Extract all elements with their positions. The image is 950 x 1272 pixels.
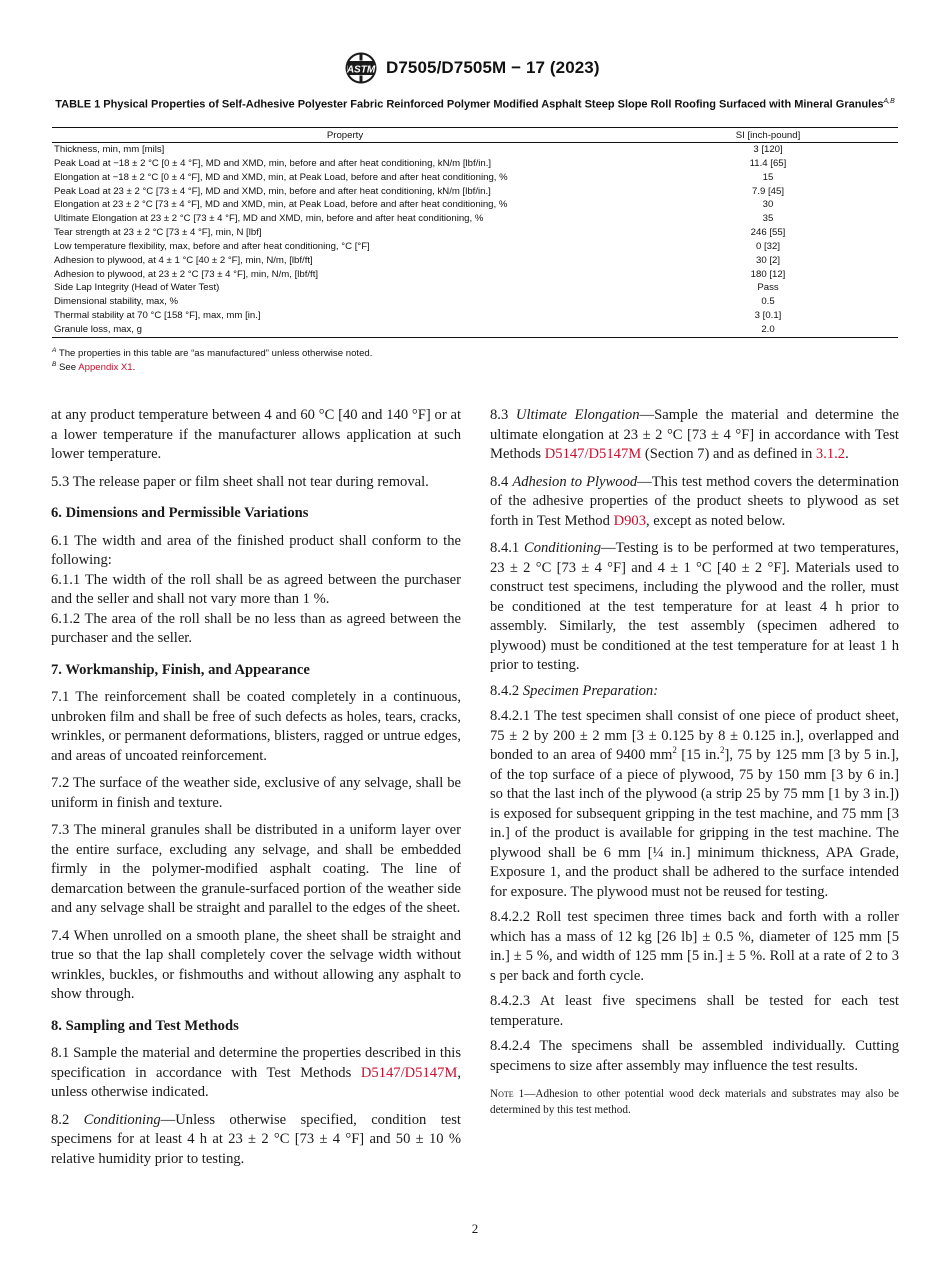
property-cell: Peak Load at −18 ± 2 °C [0 ± 4 °F], MD and XMD, min, before and after heat conditioning, kN/m [lbf/in.]: [54, 157, 492, 169]
standard-designation: D7505/D7505M − 17 (2023): [386, 58, 600, 77]
property-cell: Tear strength at 23 ± 2 °C [73 ± 4 °F], min, N [lbf]: [54, 227, 262, 239]
paragraph-7-3: 7.3 The mineral granules shall be distributed in a uniform layer over the entire surface, excluding any selvage, and shall be embedded firmly in the polymer-modified asphalt coating. The line of demarcation between the granule-surfaced portion of the weather side and any selvage shall be straight and parallel to the edges of the sheet.: [51, 822, 461, 916]
property-cell: Adhesion to plywood, at 23 ± 2 °C [73 ± 4 °F], min, N/m, [lbf/ft]: [54, 268, 319, 280]
paragraph-8-4-2-2: 8.4.2.2 Roll test specimen three times back and forth with a roller which has a mass of 12 kg [26 lb] ± 0.5 %, diameter of 125 mm [5 in.] ± 5 %, and width of 125 mm [5 in.] ± 5 %. Roll at a rate of 2 to 3 s per back and forth cycle.: [490, 909, 899, 984]
table-row: [52, 268, 898, 282]
svg-text:ASTM: ASTM: [346, 64, 376, 76]
value-cell: 7.9 [45]: [751, 185, 784, 197]
paragraph-8-4-number: 8.4: [490, 473, 509, 490]
paragraph-6-1: 6.1 The width and area of the finished product shall conform to the following:: [51, 532, 461, 568]
table-row: [52, 323, 898, 337]
table-row: [52, 309, 898, 323]
table-row: [52, 281, 898, 295]
section-6-heading: 6. Dimensions and Permissible Variations: [51, 505, 309, 521]
table-row: [52, 295, 898, 309]
paragraph-8-4-2-title: Specimen Preparation:: [522, 682, 659, 699]
table-row: [52, 212, 898, 226]
properties-table: [52, 127, 898, 338]
value-cell: 35: [762, 213, 774, 225]
paragraph-8-4-text: —This test method covers the determination of the adhesive properties of the product sheets to plywood as set forth in Test Method: [490, 473, 899, 529]
paragraph-8-4-1-text: —Testing is to be performed at two temperatures, 23 ± 2 °C [73 ± 4 °F] and 4 ± 1 °C [40 ± 2 °F]. Materials used to construct test specimens, including the plywood and the roller, must be conditioned at the test temperature for at least 4 h prior to assembly. Similarly, the test assembly (specimen adhered to plywood) must be conditioned at the test temperature for at least 1 h prior to testing.: [490, 540, 899, 673]
paragraph-8-4-2-1-text-c: ], 75 by 125 mm [3 by 5 in.], of the top surface of a piece of plywood, 75 by 150 mm [3 by 6 in.] so that the last inch of the plywood (a strip 25 by 75 mm [1 by 3 in.]) is exposed for subsequent gripping in the test machine, and 75 mm [3 in.] of the product is available for gripping in the test machine. The plywood shall be 6 mm [¼ in.] minimum thickness, APA Grade, Exposure 1, and the product shall be adhered to the surface intended for exposure. The plywood must not be reused for testing.: [490, 747, 899, 900]
property-cell: Thickness, min, mm [mils]: [54, 144, 165, 155]
paragraph-8-4-2-1: [490, 707, 899, 902]
section-3-1-2-link[interactable]: 3.1.2: [815, 446, 846, 462]
page-number: 2: [471, 1221, 479, 1236]
paragraph-8-4-2-1-text-b: [15 in.: [676, 747, 720, 763]
paragraph-8-1-text: 8.1 Sample the material and determine the properties described in this specification in accordance with Test Methods: [51, 1045, 461, 1081]
table-row: [52, 198, 898, 212]
paragraph-8-4: [490, 473, 899, 532]
property-cell: Granule loss, max, g: [52, 323, 638, 337]
table-header-row: [52, 128, 898, 143]
table-row: [52, 240, 898, 254]
table-caption-refs: A,B: [883, 98, 895, 105]
paragraph-5-3: 5.3 The release paper or film sheet shall not tear during removal.: [51, 473, 429, 490]
paragraph-8-4-1-title: Conditioning: [523, 540, 602, 556]
property-cell: Dimensional stability, max, %: [54, 296, 179, 308]
paragraph-8-4-2-number: 8.4.2: [490, 682, 520, 699]
paragraph-8-3-text: —Sample the material and determine the ultimate elongation at 23 ± 2 °C [73 ± 4 °F] in accordance with Test Methods: [490, 407, 899, 462]
table-caption: [52, 95, 898, 112]
superscript-2: 2: [672, 745, 677, 756]
footnote-a-text: The properties in this table are “as manufactured” unless otherwise noted.: [58, 348, 373, 360]
property-cell: Peak Load at 23 ± 2 °C [73 ± 4 °F], MD and XMD, min, before and after heat conditioning, kN/m [lbf/in.]: [54, 185, 491, 197]
paragraph-8-3-title: Ultimate Elongation: [515, 407, 640, 423]
value-cell: 30 [2]: [755, 254, 780, 266]
d903-link[interactable]: D903: [613, 512, 646, 529]
paragraph-6-1-1: 6.1.1 The width of the roll shall be as agreed between the purchaser and the seller and shall not vary more than 1 %.: [51, 571, 461, 607]
paragraph-6-1-2: 6.1.2 The area of the roll shall be no less than as agreed between the purchaser and the seller.: [51, 610, 461, 646]
property-cell: Side Lap Integrity (Head of Water Test): [54, 282, 220, 294]
paragraph-8-2-number: 8.2: [51, 1111, 70, 1128]
paragraph-8-4-2-3: 8.4.2.3 At least five specimens shall be tested for each test temperature.: [490, 993, 899, 1029]
paragraph-7-1: 7.1 The reinforcement shall be coated completely in a continuous, unbroken film and shall be free of such defects as holes, tears, cracks, wrinkles, or permanent deformations, blisters, ragged or untrue edges, and areas of uncoated reinforcement.: [51, 689, 461, 764]
value-cell: 30: [762, 199, 774, 211]
d5147-link-2[interactable]: D5147/D5147M: [544, 446, 642, 462]
section-7-heading: 7. Workmanship, Finish, and Appearance: [51, 661, 310, 678]
table-row: [52, 157, 898, 171]
paragraph-8-3-text-b: (Section 7) and as defined in: [644, 446, 813, 462]
value-cell: 2.0: [638, 323, 898, 337]
property-cell: Thermal stability at 70 °C [158 °F], max, mm [in.]: [54, 310, 261, 322]
value-cell: 180 [12]: [750, 268, 786, 280]
note-1-label: Note 1: [490, 1088, 525, 1100]
value-cell: 11.4 [65]: [749, 157, 787, 169]
table-row: [52, 171, 898, 185]
property-cell: Elongation at −18 ± 2 °C [0 ± 4 °F], MD and XMD, min, at Peak Load, before and after heat conditioning, %: [54, 171, 508, 183]
table-row: [52, 143, 898, 157]
paragraph-8-4-title: Adhesion to Plywood: [512, 473, 638, 490]
value-cell: 0 [32]: [755, 240, 780, 252]
paragraph-8-3-end: .: [845, 446, 849, 462]
value-cell: 15: [762, 171, 774, 183]
section-8-heading: 8. Sampling and Test Methods: [51, 1017, 239, 1034]
paragraph-8-2-title: Conditioning: [83, 1111, 161, 1128]
superscript-2b: 2: [720, 745, 725, 756]
paragraph-8-2: [51, 1111, 461, 1170]
paragraph-8-4-2-4: 8.4.2.4 The specimens shall be assembled individually. Cutting specimens to size after assembly may influence the test results.: [490, 1038, 899, 1074]
note-1-text: —Adhesion to other potential wood deck materials and substrates may also be determined by this test method.: [490, 1088, 899, 1116]
header: [0, 51, 950, 87]
property-cell: Adhesion to plywood, at 4 ± 1 °C [40 ± 2 °F], min, N/m, [lbf/ft]: [54, 254, 313, 266]
column-header-value: SI [inch-pound]: [638, 128, 898, 143]
paragraph-8-4-1-number: 8.4.1: [490, 540, 520, 556]
footnote-b-prefix: See: [59, 362, 77, 374]
footnote-b-mark: B: [52, 361, 57, 368]
value-cell: 246 [55]: [750, 227, 786, 239]
table-row: [52, 185, 898, 199]
paragraph-8-3-number: 8.3: [490, 407, 509, 423]
paragraph-8-4-2: [490, 682, 899, 702]
property-cell: Low temperature flexibility, max, before and after heat conditioning, °C [°F]: [54, 240, 370, 252]
property-cell: Elongation at 23 ± 2 °C [73 ± 4 °F], MD and XMD, min, at Peak Load, before and after heat conditioning, %: [54, 199, 508, 211]
paragraph-8-3: [490, 406, 899, 465]
value-cell: 3 [0.1]: [754, 310, 782, 322]
astm-logo-icon: [343, 51, 379, 85]
note-1: [490, 1086, 899, 1118]
appendix-x1-link[interactable]: Appendix X1: [78, 362, 133, 374]
value-cell: Pass: [757, 282, 779, 294]
paragraph-8-2-text: —Unless otherwise specified, condition test specimens for at least 4 h at 23 ± 2 °C [73 ± 4 °F] and 50 ± 10 % relative humidity prior to testing.: [51, 1111, 461, 1167]
paragraph-8-1: [51, 1044, 461, 1103]
table-row: [52, 254, 898, 268]
table-row: [52, 226, 898, 240]
left-column: [51, 406, 461, 1177]
property-cell: Ultimate Elongation at 23 ± 2 °C [73 ± 4 °F], MD and XMD, min, before and after heat conditioning, %: [54, 213, 484, 225]
d5147-link[interactable]: D5147/D5147M: [360, 1064, 458, 1081]
right-column: [490, 406, 899, 1126]
column-header-property: Property: [52, 128, 638, 143]
table-footnote-a: [52, 345, 372, 360]
paragraph-8-1-tail: , unless otherwise indicated.: [51, 1064, 461, 1100]
table-footnote-b: [52, 359, 135, 374]
paragraph-5-2-cont: at any product temperature between 4 and 60 °C [40 and 140 °F] or at a lower temperature if the manufacturer allows application at such lower temperature.: [51, 407, 461, 462]
paragraph-8-4-1: [490, 539, 899, 676]
value-cell: 3 [120]: [753, 144, 783, 155]
paragraph-8-4-2-1-text: 8.4.2.1 The test specimen shall consist of one piece of product sheet, 75 ± 2 by 200 ± 2 mm [3 ± 0.125 by 8 ± 0.125 in.], overlapped and bonded to an area of 9400 mm: [490, 708, 899, 763]
footnote-a-mark: A: [52, 347, 57, 354]
footnote-b-suffix: .: [132, 362, 136, 374]
paragraph-8-4-tail: , except as noted below.: [646, 512, 786, 529]
value-cell: 0.5: [761, 296, 775, 308]
paragraph-7-4: 7.4 When unrolled on a smooth plane, the sheet shall be straight and true so that the lap shall completely cover the selvage width without wrinkles, buckles, or fishmouths and without allowing any asphalt to show through.: [51, 927, 461, 1002]
paragraph-7-2: 7.2 The surface of the weather side, exclusive of any selvage, shall be uniform in finish and texture.: [51, 775, 461, 811]
table-caption-text: TABLE 1 Physical Properties of Self-Adhesive Polyester Fabric Reinforced Polymer Modified Asphalt Steep Slope Roll Roofing Surfaced with Mineral Granules: [55, 98, 884, 111]
